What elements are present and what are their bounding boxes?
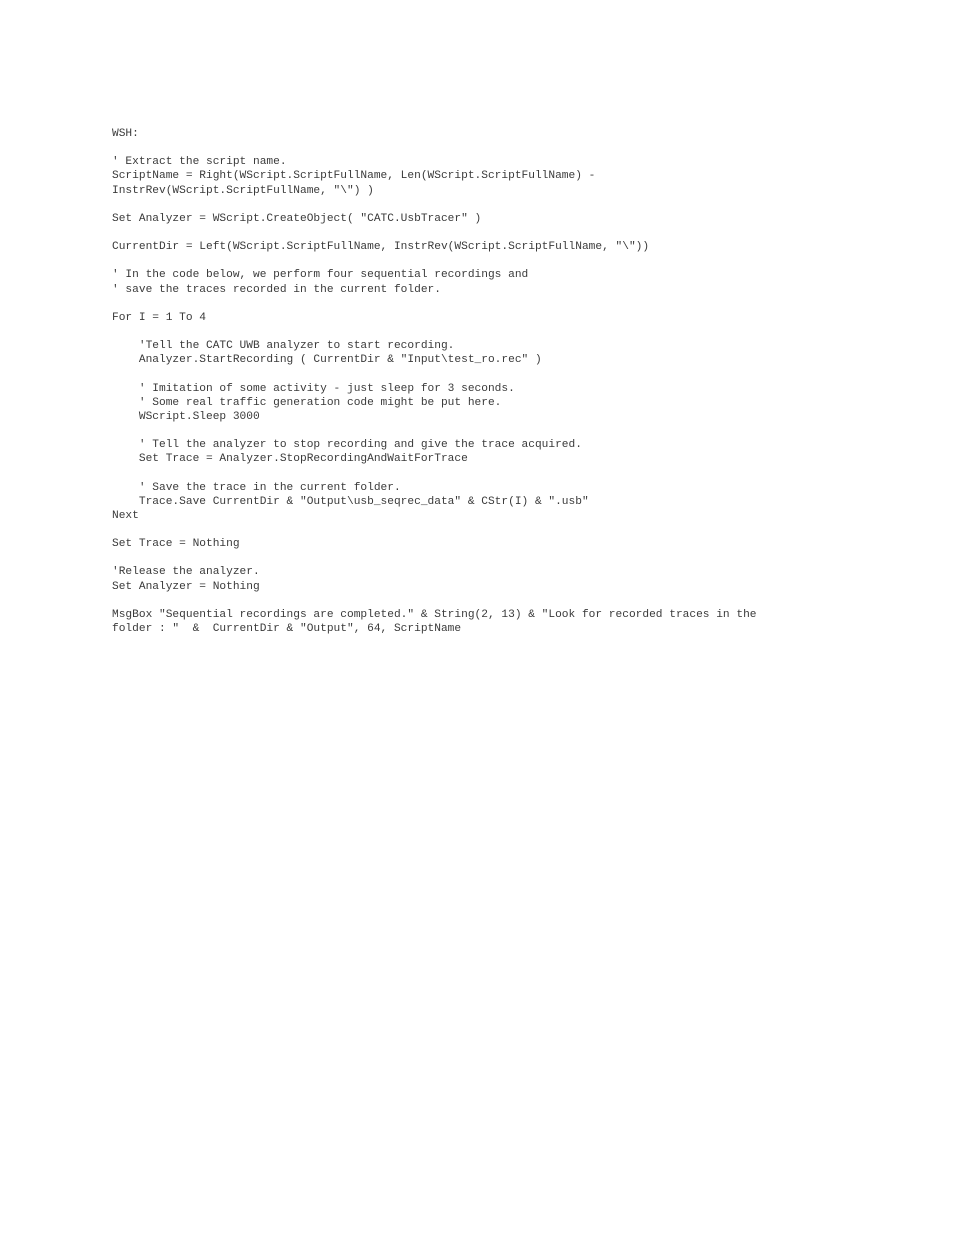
- code-line: [112, 141, 912, 155]
- code-line: [112, 523, 912, 537]
- code-line: [112, 424, 912, 438]
- code-line: ScriptName = Right(WScript.ScriptFullName, Len(WScript.ScriptFullName) -: [112, 170, 596, 183]
- code-line: [112, 466, 912, 480]
- code-line: Next: [112, 509, 139, 522]
- code-line: ' Save the trace in the current folder.: [112, 481, 401, 494]
- code-line: ' save the traces recorded in the current folder.: [112, 283, 441, 296]
- code-line: [112, 198, 912, 212]
- code-line: [112, 325, 912, 339]
- code-line: Set Analyzer = WScript.CreateObject( "CATC.UsbTracer" ): [112, 212, 482, 225]
- code-line: [112, 551, 912, 565]
- code-listing: [112, 127, 912, 636]
- code-line: 'Release the analyzer.: [112, 566, 260, 579]
- code-line: CurrentDir = Left(WScript.ScriptFullName, InstrRev(WScript.ScriptFullName, "\")): [112, 241, 650, 254]
- code-line: [112, 594, 912, 608]
- code-line: ' In the code below, we perform four sequential recordings and: [112, 269, 529, 282]
- code-line: ' Extract the script name.: [112, 156, 287, 169]
- code-line: MsgBox "Sequential recordings are completed." & String(2, 13) & "Look for recorded traces in the: [112, 608, 757, 621]
- code-line: [112, 254, 912, 268]
- code-line: Set Trace = Analyzer.StopRecordingAndWaitForTrace: [112, 453, 468, 466]
- code-line: Set Trace = Nothing: [112, 538, 240, 551]
- code-line: [112, 367, 912, 381]
- code-line: WScript.Sleep 3000: [112, 410, 260, 423]
- code-line: ' Some real traffic generation code might be put here.: [112, 396, 502, 409]
- code-line: ' Imitation of some activity - just sleep for 3 seconds.: [112, 382, 515, 395]
- code-line: WSH:: [112, 128, 139, 140]
- code-line: [112, 297, 912, 311]
- code-line: [112, 226, 912, 240]
- code-line: folder : " & CurrentDir & "Output", 64, ScriptName: [112, 622, 462, 635]
- code-line: Set Analyzer = Nothing: [112, 580, 260, 593]
- code-line: InstrRev(WScript.ScriptFullName, "\") ): [112, 184, 374, 197]
- code-line: Analyzer.StartRecording ( CurrentDir & "Input\test_ro.rec" ): [112, 354, 542, 367]
- code-line: 'Tell the CATC UWB analyzer to start recording.: [112, 340, 455, 353]
- code-line: For I = 1 To 4: [112, 311, 206, 324]
- code-line: ' Tell the analyzer to stop recording and give the trace acquired.: [112, 439, 582, 452]
- code-line: Trace.Save CurrentDir & "Output\usb_seqrec_data" & CStr(I) & ".usb": [112, 495, 589, 508]
